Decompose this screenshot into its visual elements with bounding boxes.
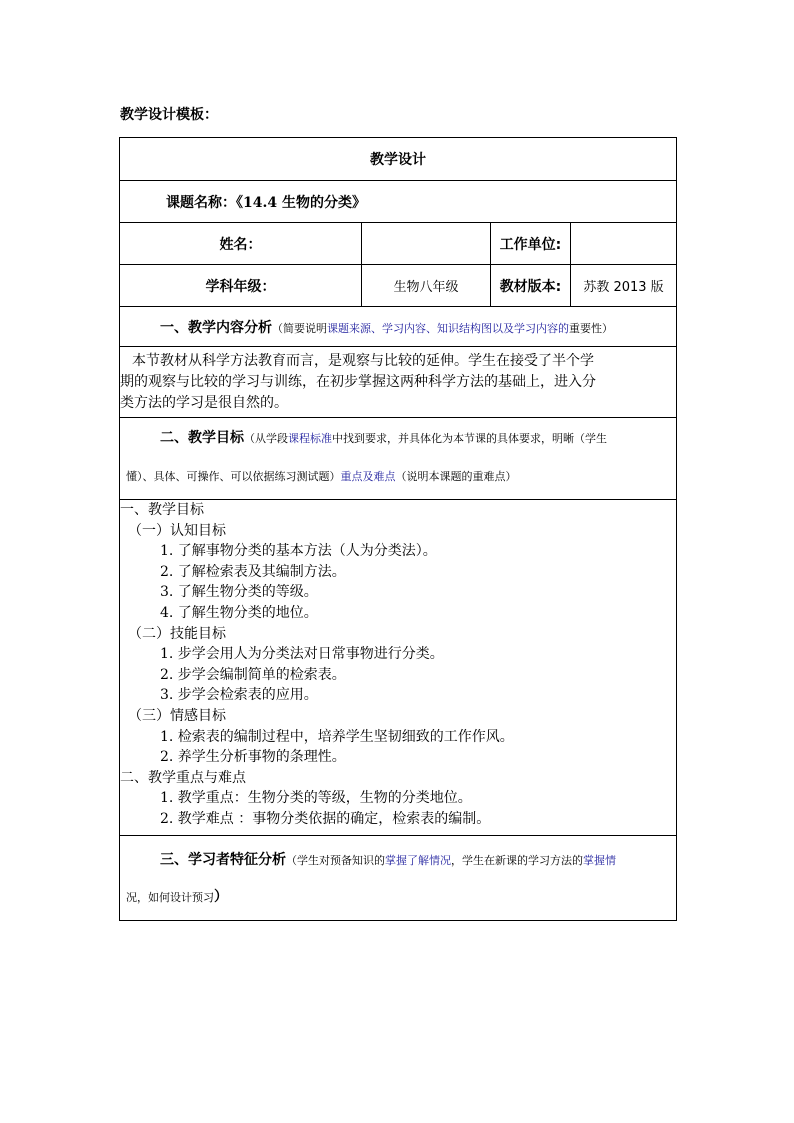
- objective-line: （二）技能目标: [128, 625, 226, 642]
- section2-hint-b: 课程标准: [288, 432, 332, 445]
- objective-line: 1. 检索表的编制过程中，培养学生坚韧细致的工作作风。: [160, 728, 514, 745]
- section1-title: 一、教学内容分析: [160, 319, 272, 336]
- section1-line: 类方法的学习是很自然的。: [120, 394, 288, 411]
- section2-header: [120, 418, 677, 500]
- section1-hint-a: 简要说明: [283, 321, 327, 335]
- section1-header: [120, 307, 677, 347]
- objective-line: 3. 了解生物分类的等级。: [160, 584, 318, 601]
- section1-body: [120, 347, 677, 418]
- objective-line: （一）认知目标: [128, 522, 226, 539]
- section2-hint-d: 懂）、具体、可操作、可以依据练习测试题）: [126, 470, 341, 483]
- section2-hint-a: （从学段: [244, 432, 288, 445]
- name-field[interactable]: [362, 223, 491, 265]
- objective-line: 2. 步学会编制简单的检索表。: [160, 666, 346, 683]
- section3-hint-g: ）: [214, 889, 228, 905]
- section1-hint-open: （: [272, 321, 283, 335]
- section2-title: 二、教学目标: [160, 430, 244, 446]
- edition-value: 苏教 2013 版: [571, 265, 677, 307]
- objective-line: 2. 养学生分析事物的条理性。: [160, 749, 346, 766]
- section1-line: 本节教材从科学方法教育而言，是观察与比较的延伸。学生在接受了半个学: [132, 352, 594, 369]
- section3-hint-a: （学生对预备知识的: [286, 854, 385, 867]
- objective-line: 2. 教学难点 ：事物分类依据的确定，检索表的编制。: [160, 810, 491, 827]
- objective-line: 4. 了解生物分类的地位。: [160, 604, 318, 621]
- name-label: 姓名：: [120, 223, 362, 265]
- section3-hint-b: 掌握了解情况: [385, 854, 451, 867]
- document-heading: 教学设计模板：: [120, 107, 218, 123]
- section3-hint-d: 掌握情: [583, 854, 616, 867]
- section1-hint-b: 课题来源、学习内容、知识结构图以及学习内容的: [327, 321, 569, 335]
- section3-hint-c: ，学生在新课的学习方法的: [451, 854, 583, 867]
- section1-hint-c: 重要性: [569, 321, 602, 335]
- objective-line: 2. 了解检索表及其编制方法。: [160, 563, 346, 580]
- topic-row: [120, 181, 677, 223]
- section2-hint-e: 重点及难点: [340, 470, 396, 483]
- section1-line: 期的观察与比较的学习与训练，在初步掌握这两种科学方法的基础上，进入分: [120, 373, 596, 390]
- section2-hint-c: 中找到要求，并具体化为本节课的具体要求，明晰（学生: [332, 432, 607, 445]
- objective-line: 二、教学重点与难点: [120, 769, 246, 786]
- topic-label: 课题名称：: [166, 194, 236, 211]
- grade-value: 生物八年级: [362, 265, 491, 307]
- objective-line: 3. 步学会检索表的应用。: [160, 687, 318, 704]
- section3-hint-e: 况: [126, 891, 137, 904]
- edition-label: 教材版本:: [491, 265, 571, 307]
- section3-hint-f: ，如何设计预习: [137, 891, 214, 904]
- section3-title: 三、学习者特征分析: [160, 852, 286, 868]
- unit-label: 工作单位:: [491, 223, 571, 265]
- section1-hint-close: ）: [602, 321, 613, 335]
- form-title: 教学设计: [120, 138, 677, 181]
- section3-header: [120, 836, 677, 921]
- objective-line: 1. 了解事物分类的基本方法（人为分类法）。: [160, 543, 437, 560]
- section2-hint-f: （说明本课题的重难点）: [395, 470, 517, 483]
- section2-body: [120, 500, 677, 836]
- unit-field[interactable]: [571, 223, 677, 265]
- objective-line: 一、教学目标: [120, 502, 204, 518]
- grade-label: 学科年级：: [120, 265, 362, 307]
- lesson-design-form: [119, 137, 677, 921]
- objective-line: 1. 教学重点：生物分类的等级，生物的分类地位。: [160, 790, 472, 807]
- objective-line: （三）情感目标: [128, 707, 226, 724]
- topic-value: 《14.4 生物的分类》: [236, 194, 366, 211]
- objective-line: 1. 步学会用人为分类法对日常事物进行分类。: [160, 646, 444, 663]
